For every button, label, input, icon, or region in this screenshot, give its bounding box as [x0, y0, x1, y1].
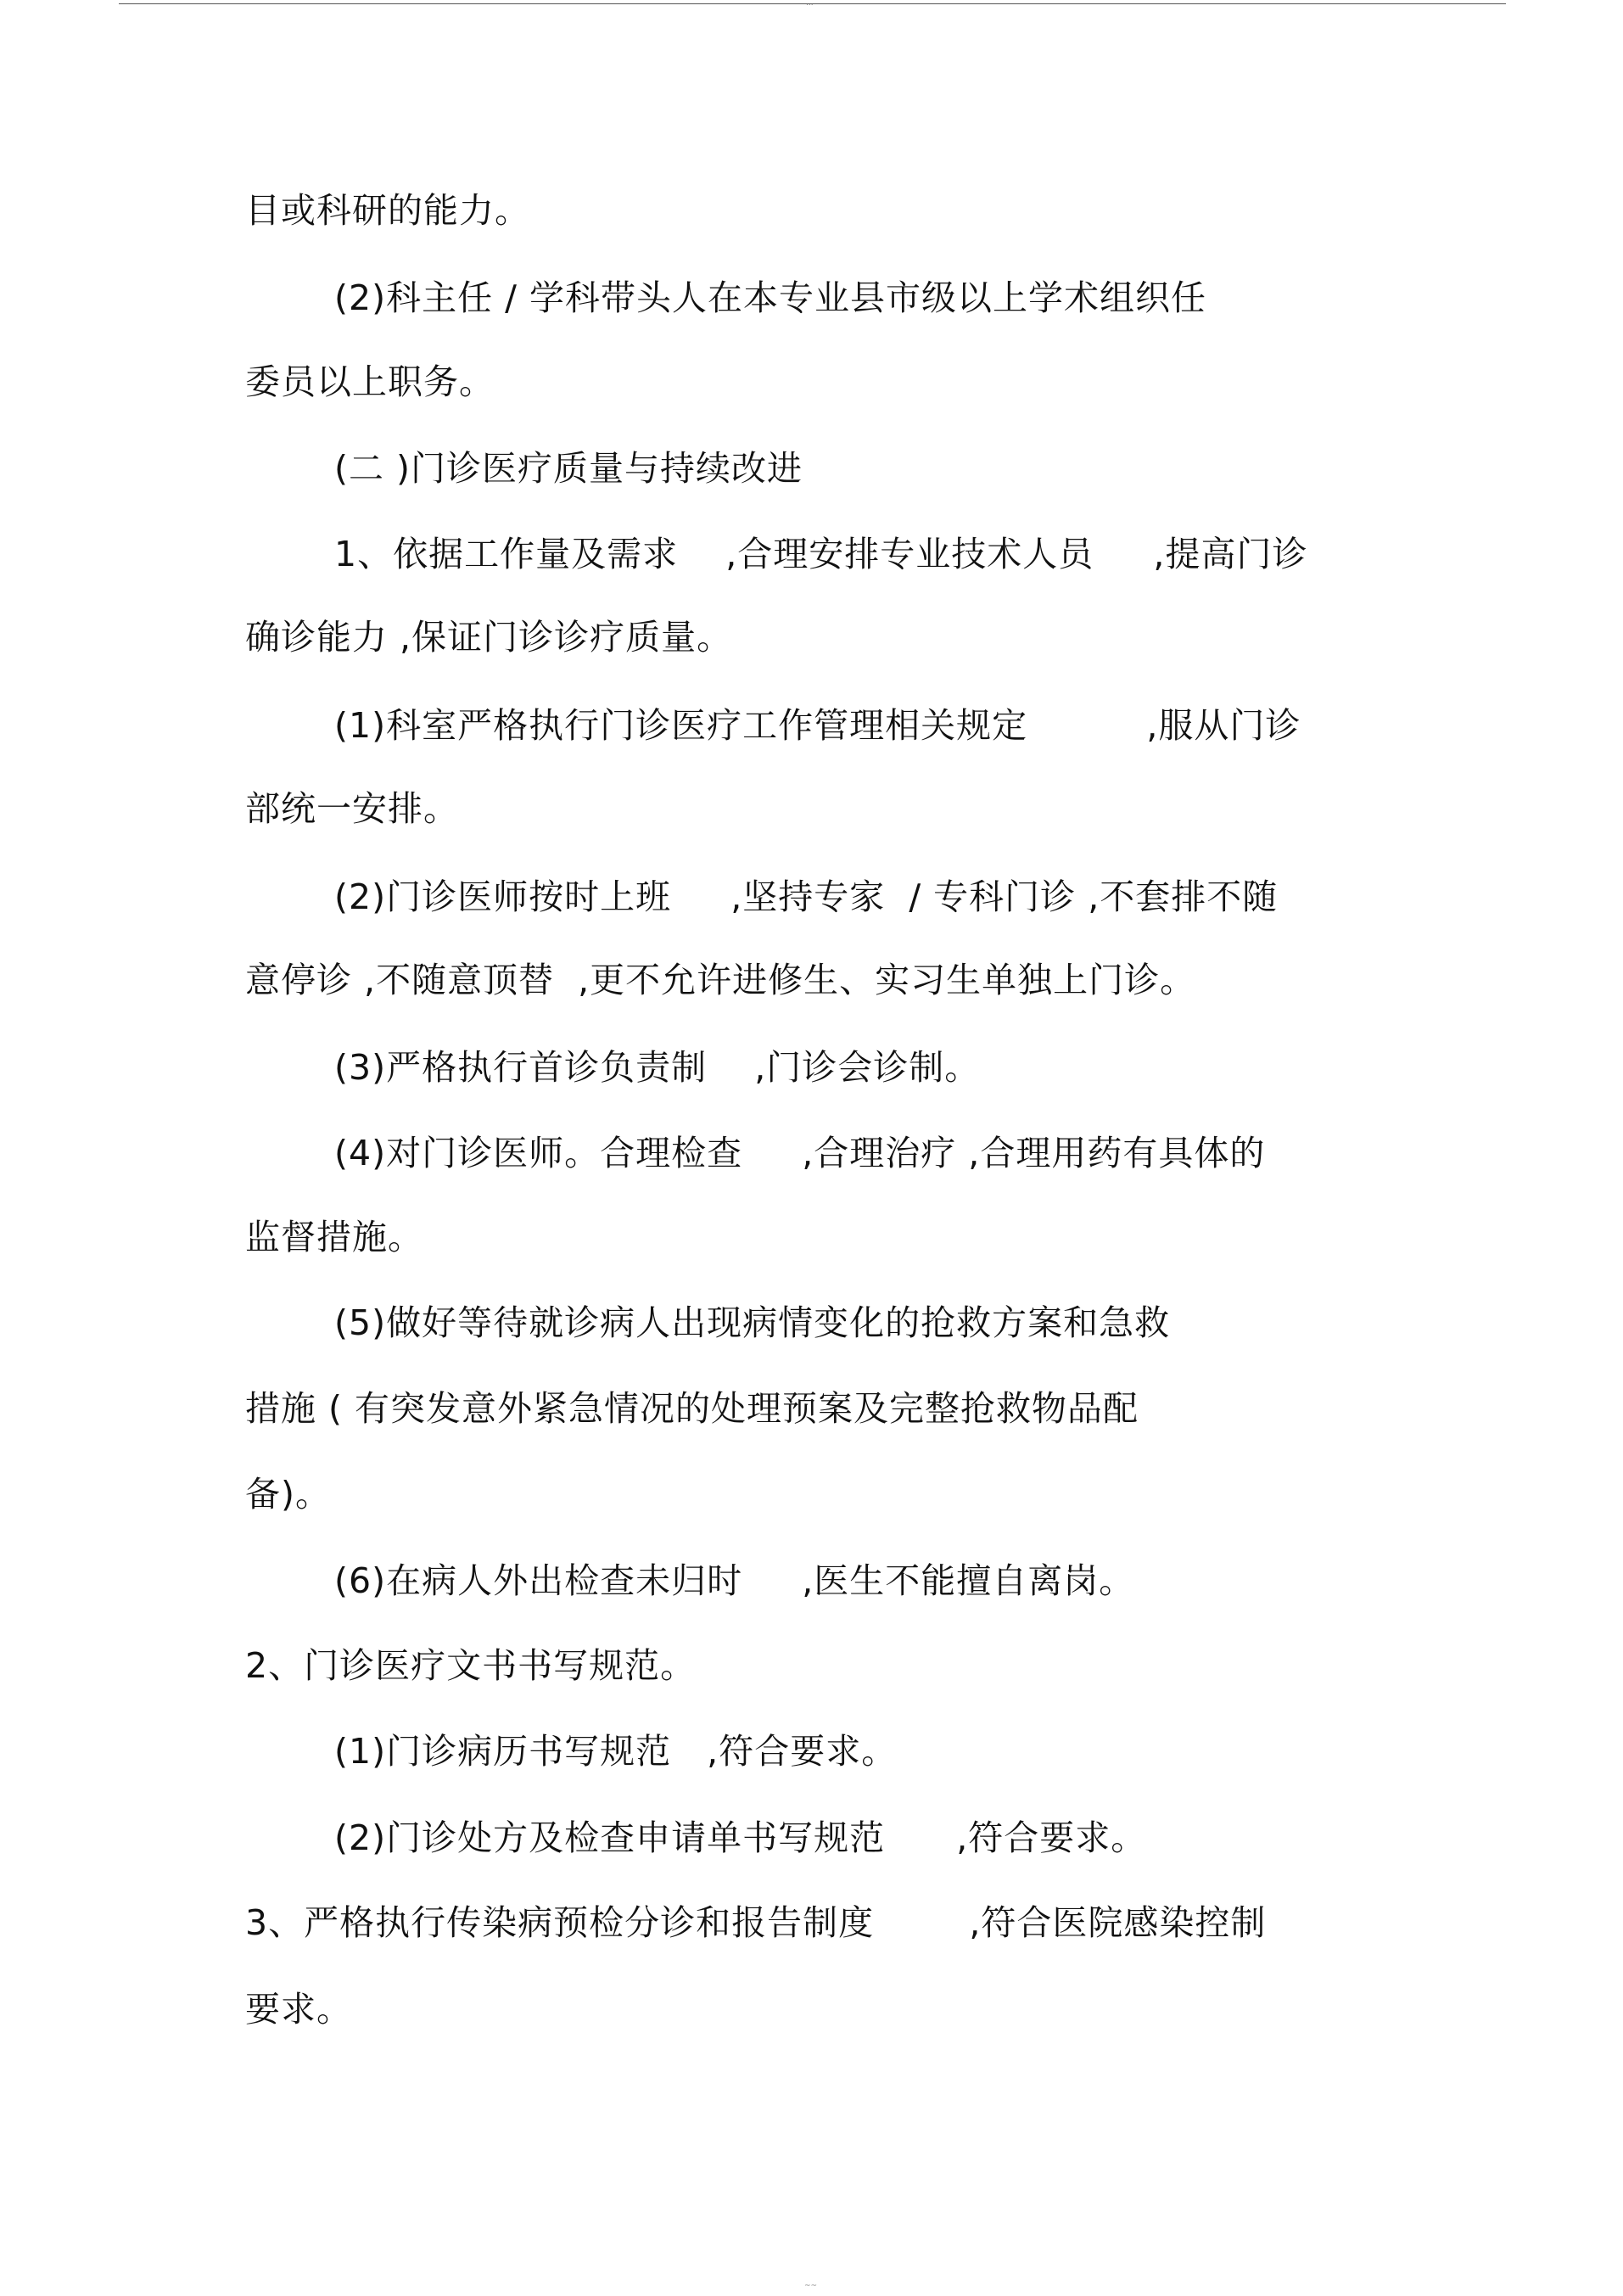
text-line: 措施 ( 有突发意外紧急情况的处理预案及完整抢救物品配	[245, 1388, 1139, 1429]
text-line: 3、严格执行传染病预检分诊和报告制度 ,符合医院感染控制	[245, 1902, 1267, 1943]
text-line: (6)在病人外出检查未归时 ,医生不能擅自离岗。	[334, 1560, 1135, 1601]
text-line: (3)严格执行首诊负责制 ,门诊会诊制。	[334, 1047, 981, 1088]
text-line: 意停诊 ,不随意顶替 ,更不允许进修生、实习生单独上门诊。	[245, 960, 1196, 1000]
footer-mark: ~~	[804, 2282, 818, 2290]
text-line: 2、门诊医疗文书书写规范。	[245, 1645, 697, 1686]
section-heading: (二 )门诊医疗质量与持续改进	[334, 448, 803, 489]
text-line: (2)门诊处方及检查申请单书写规范 ,符合要求。	[334, 1817, 1147, 1858]
text-line: 监督措施。	[245, 1217, 423, 1257]
header-mark: ...	[806, 0, 814, 8]
text-line: (2)门诊医师按时上班 ,坚持专家 / 专科门诊 ,不套排不随	[334, 876, 1279, 917]
text-line: 委员以上职务。	[245, 361, 495, 402]
text-line: (4)对门诊医师。合理检查 ,合理治疗 ,合理用药有具体的	[334, 1133, 1266, 1173]
text-line: 目或科研的能力。	[245, 190, 530, 231]
text-line: (5)做好等待就诊病人出现病情变化的抢救方案和急救	[334, 1302, 1171, 1343]
text-line: (1)门诊病历书写规范 ,符合要求。	[334, 1731, 898, 1772]
text-line: (2)科主任 / 学科带头人在本专业县市级以上学术组织任	[334, 277, 1206, 318]
text-line: 部统一安排。	[245, 788, 459, 829]
text-line: 确诊能力 ,保证门诊诊疗质量。	[245, 617, 733, 658]
text-line: (1)科室严格执行门诊医疗工作管理相关规定 ,服从门诊	[334, 705, 1301, 746]
text-line: 要求。	[245, 1989, 352, 2030]
text-line: 备)。	[245, 1474, 331, 1515]
text-line: 1、依据工作量及需求 ,合理安排专业技术人员 ,提高门诊	[334, 534, 1308, 574]
